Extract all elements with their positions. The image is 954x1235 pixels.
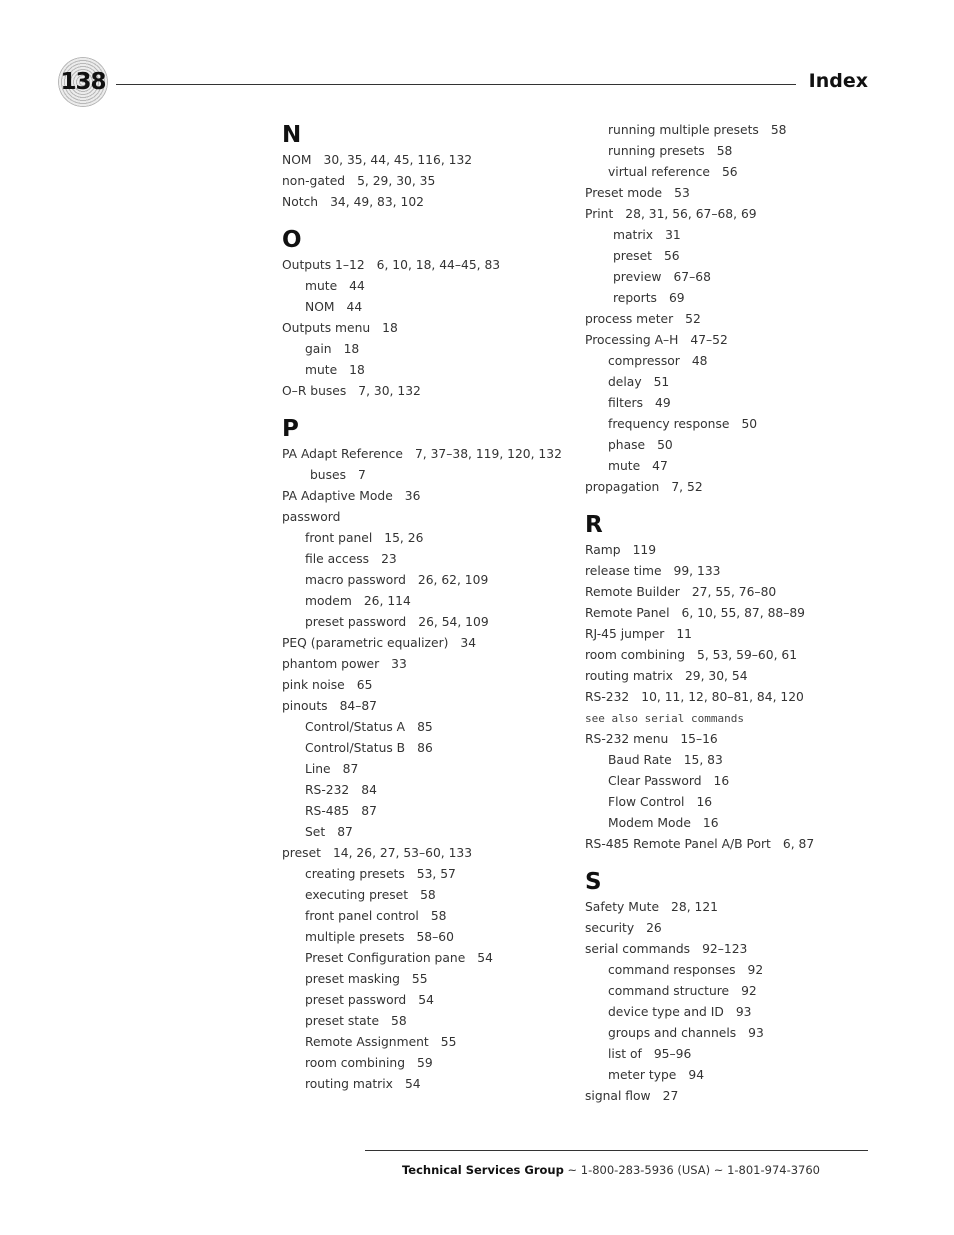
index-term: multiple presets xyxy=(305,930,405,944)
index-term: pinouts xyxy=(282,699,328,713)
index-term: groups and channels xyxy=(608,1026,737,1040)
index-subentry xyxy=(585,750,885,771)
index-entry xyxy=(282,507,582,528)
index-term: command responses xyxy=(608,963,736,977)
index-term: preset password xyxy=(305,615,407,629)
index-subentry xyxy=(585,141,885,162)
index-term: Control/Status B xyxy=(305,741,406,755)
index-term: gain xyxy=(305,342,332,356)
index-subentry xyxy=(282,591,582,612)
index-term: room combining xyxy=(305,1056,406,1070)
index-subentry xyxy=(282,738,582,759)
index-subentry xyxy=(585,981,885,1002)
index-term: security xyxy=(585,921,635,935)
index-term: password xyxy=(282,510,341,524)
index-entry xyxy=(585,204,885,225)
index-letter-heading: N xyxy=(282,122,302,148)
index-subentry xyxy=(282,570,582,591)
index-subentry xyxy=(282,1053,582,1074)
index-page-refs: 58 xyxy=(716,144,733,158)
index-page-refs: 27, 55, 76–80 xyxy=(691,585,777,599)
index-term: PEQ (parametric equalizer) xyxy=(282,636,449,650)
index-subentry xyxy=(282,969,582,990)
index-term: mute xyxy=(305,279,338,293)
index-subentry xyxy=(282,276,582,297)
index-term: phantom power xyxy=(282,657,380,671)
index-page-refs: 56 xyxy=(721,165,738,179)
index-term: Set xyxy=(305,825,326,839)
index-subentry xyxy=(585,1065,885,1086)
index-term: NOM xyxy=(305,300,335,314)
index-entry xyxy=(585,477,885,498)
footer xyxy=(402,1163,820,1177)
index-page-refs: 92 xyxy=(741,984,757,998)
index-page-refs: 58 xyxy=(430,909,447,923)
index-page-refs: 15, 26 xyxy=(384,531,424,545)
index-term: mute xyxy=(608,459,641,473)
index-entry xyxy=(282,696,582,717)
index-entry xyxy=(282,171,582,192)
index-entry xyxy=(585,582,885,603)
index-term: running multiple presets xyxy=(608,123,759,137)
index-page-refs: 5, 53, 59–60, 61 xyxy=(697,648,798,662)
index-term: preset xyxy=(613,249,652,263)
index-term: Preset mode xyxy=(585,186,663,200)
index-page-refs: 55 xyxy=(411,972,428,986)
index-page-refs: 7, 30, 132 xyxy=(358,384,421,398)
index-page-refs: 56 xyxy=(663,249,680,263)
index-page-refs: 29, 30, 54 xyxy=(684,669,748,683)
index-entry xyxy=(585,897,885,918)
index-page-refs: 92–123 xyxy=(702,942,748,956)
index-page-refs: 65 xyxy=(356,678,373,692)
index-page-refs: 54 xyxy=(477,951,493,965)
index-page-refs: 6, 10, 55, 87, 88–89 xyxy=(681,606,806,620)
index-subentry xyxy=(282,780,582,801)
index-page-refs: 26, 54, 109 xyxy=(418,615,489,629)
index-term: Safety Mute xyxy=(585,900,660,914)
index-subentry xyxy=(585,456,885,477)
index-page-refs: 58–60 xyxy=(416,930,454,944)
index-term: modem xyxy=(305,594,352,608)
index-entry xyxy=(585,603,885,624)
index-page-refs: 54 xyxy=(418,993,434,1007)
index-entry xyxy=(585,645,885,666)
index-subentry xyxy=(282,801,582,822)
index-entry xyxy=(282,381,582,402)
index-page-refs: 10, 11, 12, 80–81, 84, 120 xyxy=(641,690,804,704)
index-letter-heading: S xyxy=(585,869,602,895)
index-page-refs: 93 xyxy=(735,1005,752,1019)
index-page-refs: 87 xyxy=(337,825,353,839)
index-term: front panel control xyxy=(305,909,419,923)
index-term: Outputs menu xyxy=(282,321,371,335)
index-entry xyxy=(585,687,885,708)
index-term: preview xyxy=(613,270,662,284)
index-term: Processing A–H xyxy=(585,333,679,347)
index-subentry xyxy=(585,288,885,309)
index-column-right xyxy=(585,120,885,1107)
section-title: Index xyxy=(808,70,868,92)
index-page-refs: 87 xyxy=(361,804,377,818)
index-page-refs: 34 xyxy=(460,636,477,650)
index-entry xyxy=(282,486,582,507)
index-term: Modem Mode xyxy=(608,816,691,830)
index-subentry xyxy=(585,372,885,393)
index-term: non-gated xyxy=(282,174,346,188)
index-term: Remote Builder xyxy=(585,585,680,599)
index-term: device type and ID xyxy=(608,1005,724,1019)
index-entry xyxy=(585,540,885,561)
index-term: room combining xyxy=(585,648,686,662)
index-term: RS-485 Remote Panel A/B Port xyxy=(585,837,771,851)
index-subentry xyxy=(585,1002,885,1023)
index-entry xyxy=(585,309,885,330)
index-page-refs: 69 xyxy=(668,291,685,305)
footer-company: Technical Services Group xyxy=(401,1163,564,1177)
index-page-refs: 93 xyxy=(748,1026,764,1040)
page-number: 138 xyxy=(60,69,106,95)
page-number-badge xyxy=(58,57,108,107)
index-term: propagation xyxy=(585,480,660,494)
index-term: RS-232 xyxy=(305,783,350,797)
footer-rule xyxy=(365,1150,868,1151)
index-page-refs: 58 xyxy=(391,1014,407,1028)
header-rule xyxy=(116,84,796,85)
index-page-refs: 53 xyxy=(674,186,690,200)
index-subentry xyxy=(282,864,582,885)
footer-contact: ~ 1-800-283-5936 (USA) ~ 1-801-974-3760 xyxy=(563,1163,820,1177)
index-page-refs: 53, 57 xyxy=(416,867,456,881)
index-page-refs: 26 xyxy=(646,921,662,935)
index-term: Remote Assignment xyxy=(305,1035,429,1049)
index-term: filters xyxy=(608,396,644,410)
index-term: compressor xyxy=(608,354,680,368)
index-entry xyxy=(282,192,582,213)
index-term: meter type xyxy=(608,1068,677,1082)
index-subentry xyxy=(585,120,885,141)
index-subentry xyxy=(585,162,885,183)
index-subentry xyxy=(585,771,885,792)
index-page-refs: 5, 29, 30, 35 xyxy=(357,174,436,188)
index-term: virtual reference xyxy=(608,165,710,179)
index-entry xyxy=(282,843,582,864)
index-page-refs: 47 xyxy=(652,459,668,473)
index-subentry xyxy=(282,1011,582,1032)
index-page-refs: 54 xyxy=(404,1077,421,1091)
index-entry xyxy=(585,834,885,855)
index-subentry xyxy=(585,351,885,372)
index-term: Control/Status A xyxy=(305,720,406,734)
index-term: PA Adaptive Mode xyxy=(282,489,393,503)
index-page-refs: 84 xyxy=(361,783,377,797)
index-page-refs: 16 xyxy=(702,816,719,830)
index-letter-heading: R xyxy=(585,512,603,538)
index-term: phase xyxy=(608,438,646,452)
index-letter-heading: P xyxy=(282,416,299,442)
index-page-refs: 28, 121 xyxy=(671,900,718,914)
index-entry xyxy=(282,444,582,465)
index-subentry xyxy=(282,990,582,1011)
index-entry xyxy=(282,150,582,171)
index-page-refs: 34, 49, 83, 102 xyxy=(330,195,424,209)
index-subentry xyxy=(585,792,885,813)
index-subentry xyxy=(282,612,582,633)
index-page-refs: 11 xyxy=(676,627,692,641)
index-term: routing matrix xyxy=(585,669,673,683)
index-page-refs: 18 xyxy=(349,363,365,377)
index-term: process meter xyxy=(585,312,674,326)
index-page-refs: 47–52 xyxy=(690,333,728,347)
index-page-refs: 119 xyxy=(632,543,657,557)
index-term: RS-485 xyxy=(305,804,350,818)
index-term: running presets xyxy=(608,144,705,158)
index-entry xyxy=(585,918,885,939)
index-page-refs: 86 xyxy=(417,741,433,755)
index-term: signal flow xyxy=(585,1089,651,1103)
index-page-refs: 85 xyxy=(417,720,433,734)
index-page-refs: 55 xyxy=(440,1035,457,1049)
index-page-refs: 58 xyxy=(770,123,787,137)
index-page-refs: 52 xyxy=(685,312,701,326)
index-term: mute xyxy=(305,363,338,377)
index-subentry xyxy=(282,1032,582,1053)
index-term: pink noise xyxy=(282,678,345,692)
index-subentry xyxy=(282,948,582,969)
index-page-refs: 6, 10, 18, 44–45, 83 xyxy=(376,258,501,272)
index-term: list of xyxy=(608,1047,642,1061)
index-term: front panel xyxy=(305,531,373,545)
index-entry xyxy=(585,624,885,645)
index-subentry xyxy=(282,885,582,906)
index-subentry xyxy=(282,1074,582,1095)
index-page-refs: 30, 35, 44, 45, 116, 132 xyxy=(323,153,473,167)
index-term: Baud Rate xyxy=(608,753,672,767)
index-entry xyxy=(282,318,582,339)
index-subentry xyxy=(282,759,582,780)
index-page-refs: 15, 83 xyxy=(683,753,723,767)
index-term: Outputs 1–12 xyxy=(282,258,365,272)
index-page-refs: 18 xyxy=(382,321,398,335)
index-term: frequency response xyxy=(608,417,730,431)
index-page-refs: 94 xyxy=(688,1068,705,1082)
index-entry xyxy=(585,183,885,204)
index-page-refs: 50 xyxy=(741,417,758,431)
index-term: preset masking xyxy=(305,972,400,986)
index-term: reports xyxy=(613,291,657,305)
index-page-refs: 7, 52 xyxy=(671,480,703,494)
index-page-refs: 58 xyxy=(420,888,436,902)
index-term: Line xyxy=(305,762,331,776)
index-subentry xyxy=(585,960,885,981)
index-term: Preset Configuration pane xyxy=(305,951,466,965)
index-entry xyxy=(585,330,885,351)
index-term: O–R buses xyxy=(282,384,347,398)
index-page-refs: 14, 26, 27, 53–60, 133 xyxy=(332,846,473,860)
index-page-refs: 92 xyxy=(747,963,764,977)
index-term: macro password xyxy=(305,573,406,587)
index-page-refs: 51 xyxy=(653,375,670,389)
index-term: NOM xyxy=(282,153,312,167)
index-term: delay xyxy=(608,375,642,389)
index-column-left xyxy=(282,120,582,1095)
index-term: Print xyxy=(585,207,614,221)
index-term: serial commands xyxy=(585,942,691,956)
index-page-refs: 16 xyxy=(696,795,713,809)
index-subentry xyxy=(282,339,582,360)
index-term: file access xyxy=(305,552,370,566)
index-page-refs: 26, 62, 109 xyxy=(417,573,489,587)
index-subentry xyxy=(585,246,885,267)
index-page-refs: 67–68 xyxy=(673,270,711,284)
index-entry xyxy=(585,729,885,750)
index-page-refs: 95–96 xyxy=(653,1047,692,1061)
index-term: RS-232 xyxy=(585,690,630,704)
index-page-refs: 84–87 xyxy=(339,699,378,713)
index-term: PA Adapt Reference xyxy=(282,447,403,461)
index-term: release time xyxy=(585,564,662,578)
index-page-refs: 6, 87 xyxy=(782,837,815,851)
index-term: buses xyxy=(310,468,346,482)
index-entry xyxy=(585,939,885,960)
index-page-refs: 36 xyxy=(404,489,421,503)
index-subentry xyxy=(585,1023,885,1044)
index-page-refs: 23 xyxy=(381,552,397,566)
index-term: routing matrix xyxy=(305,1077,393,1091)
index-subentry xyxy=(585,414,885,435)
index-term: matrix xyxy=(613,228,654,242)
index-page-refs: 59 xyxy=(417,1056,433,1070)
index-page-refs: 15–16 xyxy=(680,732,718,746)
index-term: Notch xyxy=(282,195,319,209)
index-term: command structure xyxy=(608,984,730,998)
index-page-refs: 49 xyxy=(655,396,671,410)
index-subentry xyxy=(282,717,582,738)
index-subentry xyxy=(585,393,885,414)
index-page-refs: 18 xyxy=(343,342,360,356)
index-subentry xyxy=(585,1044,885,1065)
index-term: Remote Panel xyxy=(585,606,670,620)
index-page-refs: 44 xyxy=(346,300,363,314)
index-subentry xyxy=(585,267,885,288)
index-term: RJ-45 jumper xyxy=(585,627,665,641)
index-entry xyxy=(282,675,582,696)
index-term: RS-232 menu xyxy=(585,732,669,746)
index-subentry xyxy=(282,927,582,948)
index-page-refs: 44 xyxy=(349,279,365,293)
index-term: Ramp xyxy=(585,543,621,557)
index-term: preset state xyxy=(305,1014,380,1028)
index-entry xyxy=(585,708,885,729)
index-entry xyxy=(585,561,885,582)
index-page-refs: 7, 37–38, 119, 120, 132 xyxy=(414,447,562,461)
index-subentry xyxy=(585,435,885,456)
index-entry xyxy=(282,633,582,654)
index-term: preset xyxy=(282,846,321,860)
index-page-refs: 87 xyxy=(342,762,359,776)
index-page-refs: 26, 114 xyxy=(363,594,411,608)
index-entry xyxy=(282,654,582,675)
index-term: creating presets xyxy=(305,867,405,881)
index-letter-heading: O xyxy=(282,227,302,253)
index-term: Flow Control xyxy=(608,795,685,809)
index-page-refs: 7 xyxy=(357,468,366,482)
index-subentry xyxy=(282,549,582,570)
index-entry xyxy=(282,255,582,276)
index-subentry xyxy=(282,822,582,843)
index-page-refs: 33 xyxy=(391,657,407,671)
index-entry xyxy=(585,666,885,687)
index-subentry xyxy=(585,225,885,246)
index-term: see also serial commands xyxy=(585,712,744,725)
index-entry xyxy=(585,1086,885,1107)
index-page-refs: 50 xyxy=(657,438,673,452)
index-page-refs: 99, 133 xyxy=(673,564,721,578)
index-page-refs: 48 xyxy=(691,354,708,368)
index-subentry xyxy=(585,813,885,834)
index-subentry xyxy=(282,465,582,486)
index-term: preset password xyxy=(305,993,407,1007)
index-subentry xyxy=(282,360,582,381)
index-page-refs: 16 xyxy=(713,774,730,788)
index-subentry xyxy=(282,297,582,318)
index-page-refs: 27 xyxy=(662,1089,679,1103)
index-term: executing preset xyxy=(305,888,409,902)
index-page-refs: 31 xyxy=(665,228,681,242)
index-page-refs: 28, 31, 56, 67–68, 69 xyxy=(625,207,757,221)
index-term: Clear Password xyxy=(608,774,702,788)
index-subentry xyxy=(282,906,582,927)
index-subentry xyxy=(282,528,582,549)
